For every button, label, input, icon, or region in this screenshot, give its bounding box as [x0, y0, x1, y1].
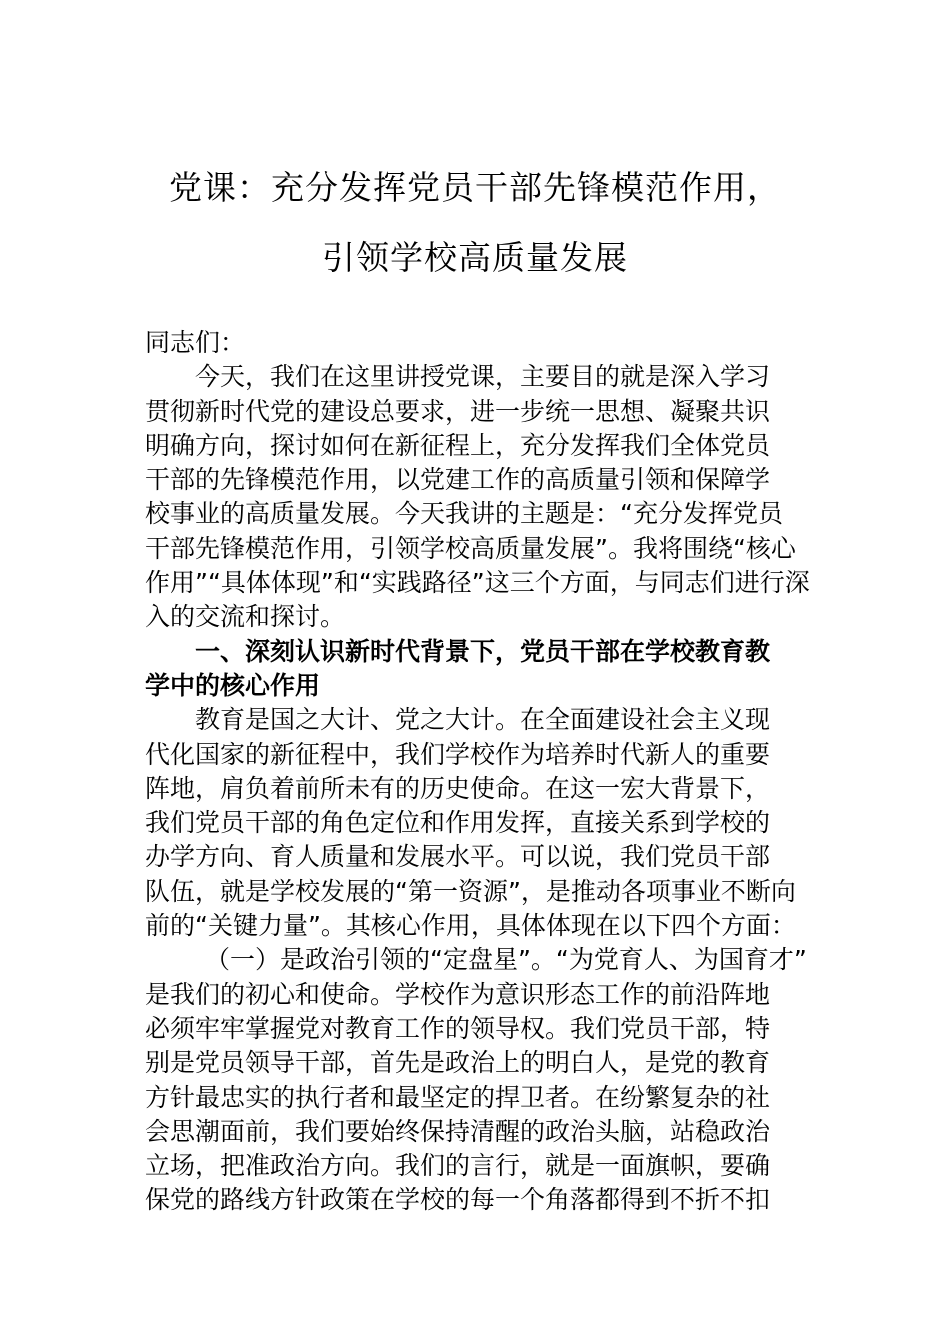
paragraph-line: 保党的路线方针政策在学校的每一个角落都得到不折不扣 — [145, 1185, 771, 1215]
section-heading-line: 学中的核心作用 — [145, 670, 321, 700]
document-title-line-2: 引领学校高质量发展 — [322, 238, 628, 277]
salutation: 同志们： — [145, 328, 246, 357]
subsection-line: （一）是政治引领的“定盘星”。“为党育人、为国育才” — [205, 945, 807, 975]
section-heading-line: 一、深刻认识新时代背景下，党员干部在学校教育教 — [195, 636, 771, 666]
paragraph-line: 前的“关键力量”。其核心作用，具体体现在以下四个方面： — [145, 911, 796, 941]
paragraph-line: 干部先锋模范作用，引领学校高质量发展”。我将围绕“核心 — [145, 533, 796, 563]
paragraph-line: 别是党员领导干部，首先是政治上的明白人，是党的教育 — [145, 1048, 771, 1078]
paragraph-line: 立场，把准政治方向。我们的言行，就是一面旗帜，要确 — [145, 1151, 771, 1181]
paragraph-line: 会思潮面前，我们要始终保持清醒的政治头脑，站稳政治 — [145, 1116, 771, 1146]
paragraph-line: 必须牢牢掌握党对教育工作的领导权。我们党员干部，特 — [145, 1013, 771, 1043]
paragraph-line: 干部的先锋模范作用，以党建工作的高质量引领和保障学 — [145, 465, 771, 495]
paragraph-line: 我们党员干部的角色定位和作用发挥，直接关系到学校的 — [145, 808, 771, 838]
paragraph-line: 作用”“具体体现”和“实践路径”这三个方面，与同志们进行深 — [145, 568, 810, 598]
document-title-line-1: 党课：充分发挥党员干部先锋模范作用， — [169, 168, 781, 207]
paragraph-line: 明确方向，探讨如何在新征程上，充分发挥我们全体党员 — [145, 430, 771, 460]
paragraph-line: 今天，我们在这里讲授党课，主要目的就是深入学习 — [195, 362, 771, 392]
paragraph-line: 方针最忠实的执行者和最坚定的捍卫者。在纷繁复杂的社 — [145, 1082, 771, 1112]
paragraph-line: 队伍，就是学校发展的“第一资源”，是推动各项事业不断向 — [145, 876, 796, 906]
document-body — [145, 326, 815, 1218]
paragraph-line: 贯彻新时代党的建设总要求，进一步统一思想、凝聚共识 — [145, 396, 771, 426]
paragraph-line: 入的交流和探讨。 — [145, 602, 346, 632]
paragraph-line: 代化国家的新征程中，我们学校作为培养时代新人的重要 — [145, 739, 771, 769]
paragraph-line: 教育是国之大计、党之大计。在全面建设社会主义现 — [195, 705, 771, 735]
paragraph-line: 办学方向、育人质量和发展水平。可以说，我们党员干部 — [145, 842, 771, 872]
paragraph-line: 阵地，肩负着前所未有的历史使命。在这一宏大背景下， — [145, 773, 771, 803]
paragraph-line: 校事业的高质量发展。今天我讲的主题是：“充分发挥党员 — [145, 499, 783, 529]
paragraph-line: 是我们的初心和使命。学校作为意识形态工作的前沿阵地 — [145, 979, 771, 1009]
